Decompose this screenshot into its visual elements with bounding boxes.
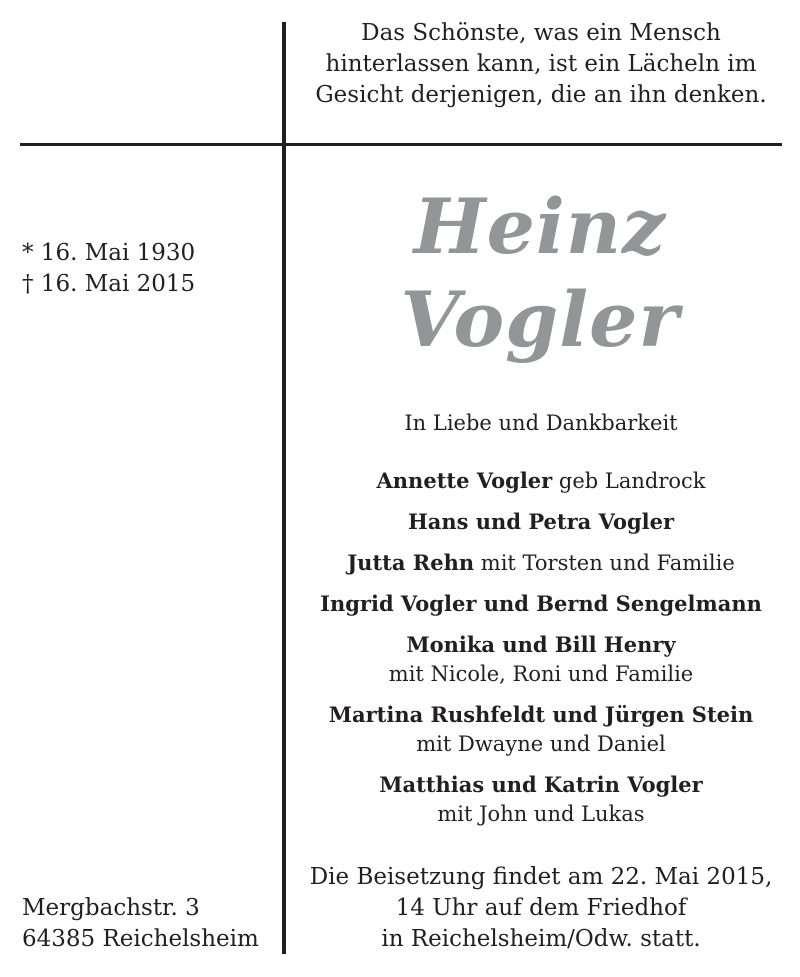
family-entry (296, 548, 786, 578)
intro-text: In Liebe und Dankbarkeit (404, 411, 678, 435)
funeral-line: in Reichelsheim/Odw. statt. (381, 926, 701, 952)
family-name: Martina Rushfeldt und Jürgen Stein (328, 702, 754, 727)
family-entry (296, 770, 786, 829)
funeral-line: 14 Uhr auf dem Friedhof (395, 895, 687, 921)
family-sub: mit Dwayne und Daniel (416, 732, 666, 756)
family-note: geb Landrock (552, 469, 706, 493)
funeral-notice (296, 862, 786, 955)
quote-line: Das Schönste, was ein Mensch (361, 20, 721, 46)
quote-line: hinterlassen kann, ist ein Lächeln im (325, 51, 757, 77)
life-dates (22, 238, 262, 300)
family-name: Monika und Bill Henry (406, 632, 676, 657)
family-name: Hans und Petra Vogler (407, 509, 675, 534)
mourning-address (22, 893, 272, 955)
family-entry (296, 507, 786, 537)
family-entry (296, 589, 786, 619)
family-note: mit Torsten und Familie (474, 551, 735, 575)
deceased-first-name: Heinz (413, 182, 667, 271)
quote-line: Gesicht derjenigen, die an ihn denken. (315, 82, 767, 108)
family-sub: mit John und Lukas (437, 802, 645, 826)
deceased-last-name: Vogler (400, 275, 680, 364)
cross-vertical-bar (282, 22, 286, 954)
memorial-quote (296, 18, 786, 111)
family-list (296, 466, 786, 840)
family-name: Ingrid Vogler und Bernd Sengelmann (320, 591, 762, 616)
funeral-line: Die Beisetzung findet am 22. Mai 2015, (309, 864, 773, 890)
death-date: † 16. Mai 2015 (22, 271, 196, 297)
family-entry (296, 700, 786, 759)
family-sub: mit Nicole, Roni und Familie (388, 662, 694, 686)
family-entry (296, 630, 786, 689)
family-name: Annette Vogler (376, 468, 553, 493)
family-name: Matthias und Katrin Vogler (379, 772, 703, 797)
family-entry (296, 466, 786, 496)
address-street: Mergbachstr. 3 (22, 895, 200, 921)
birth-date: * 16. Mai 1930 (22, 240, 196, 266)
address-city: 64385 Reichelsheim (22, 926, 259, 952)
cross-horizontal-bar (20, 143, 782, 146)
family-name: Jutta Rehn (347, 550, 475, 575)
